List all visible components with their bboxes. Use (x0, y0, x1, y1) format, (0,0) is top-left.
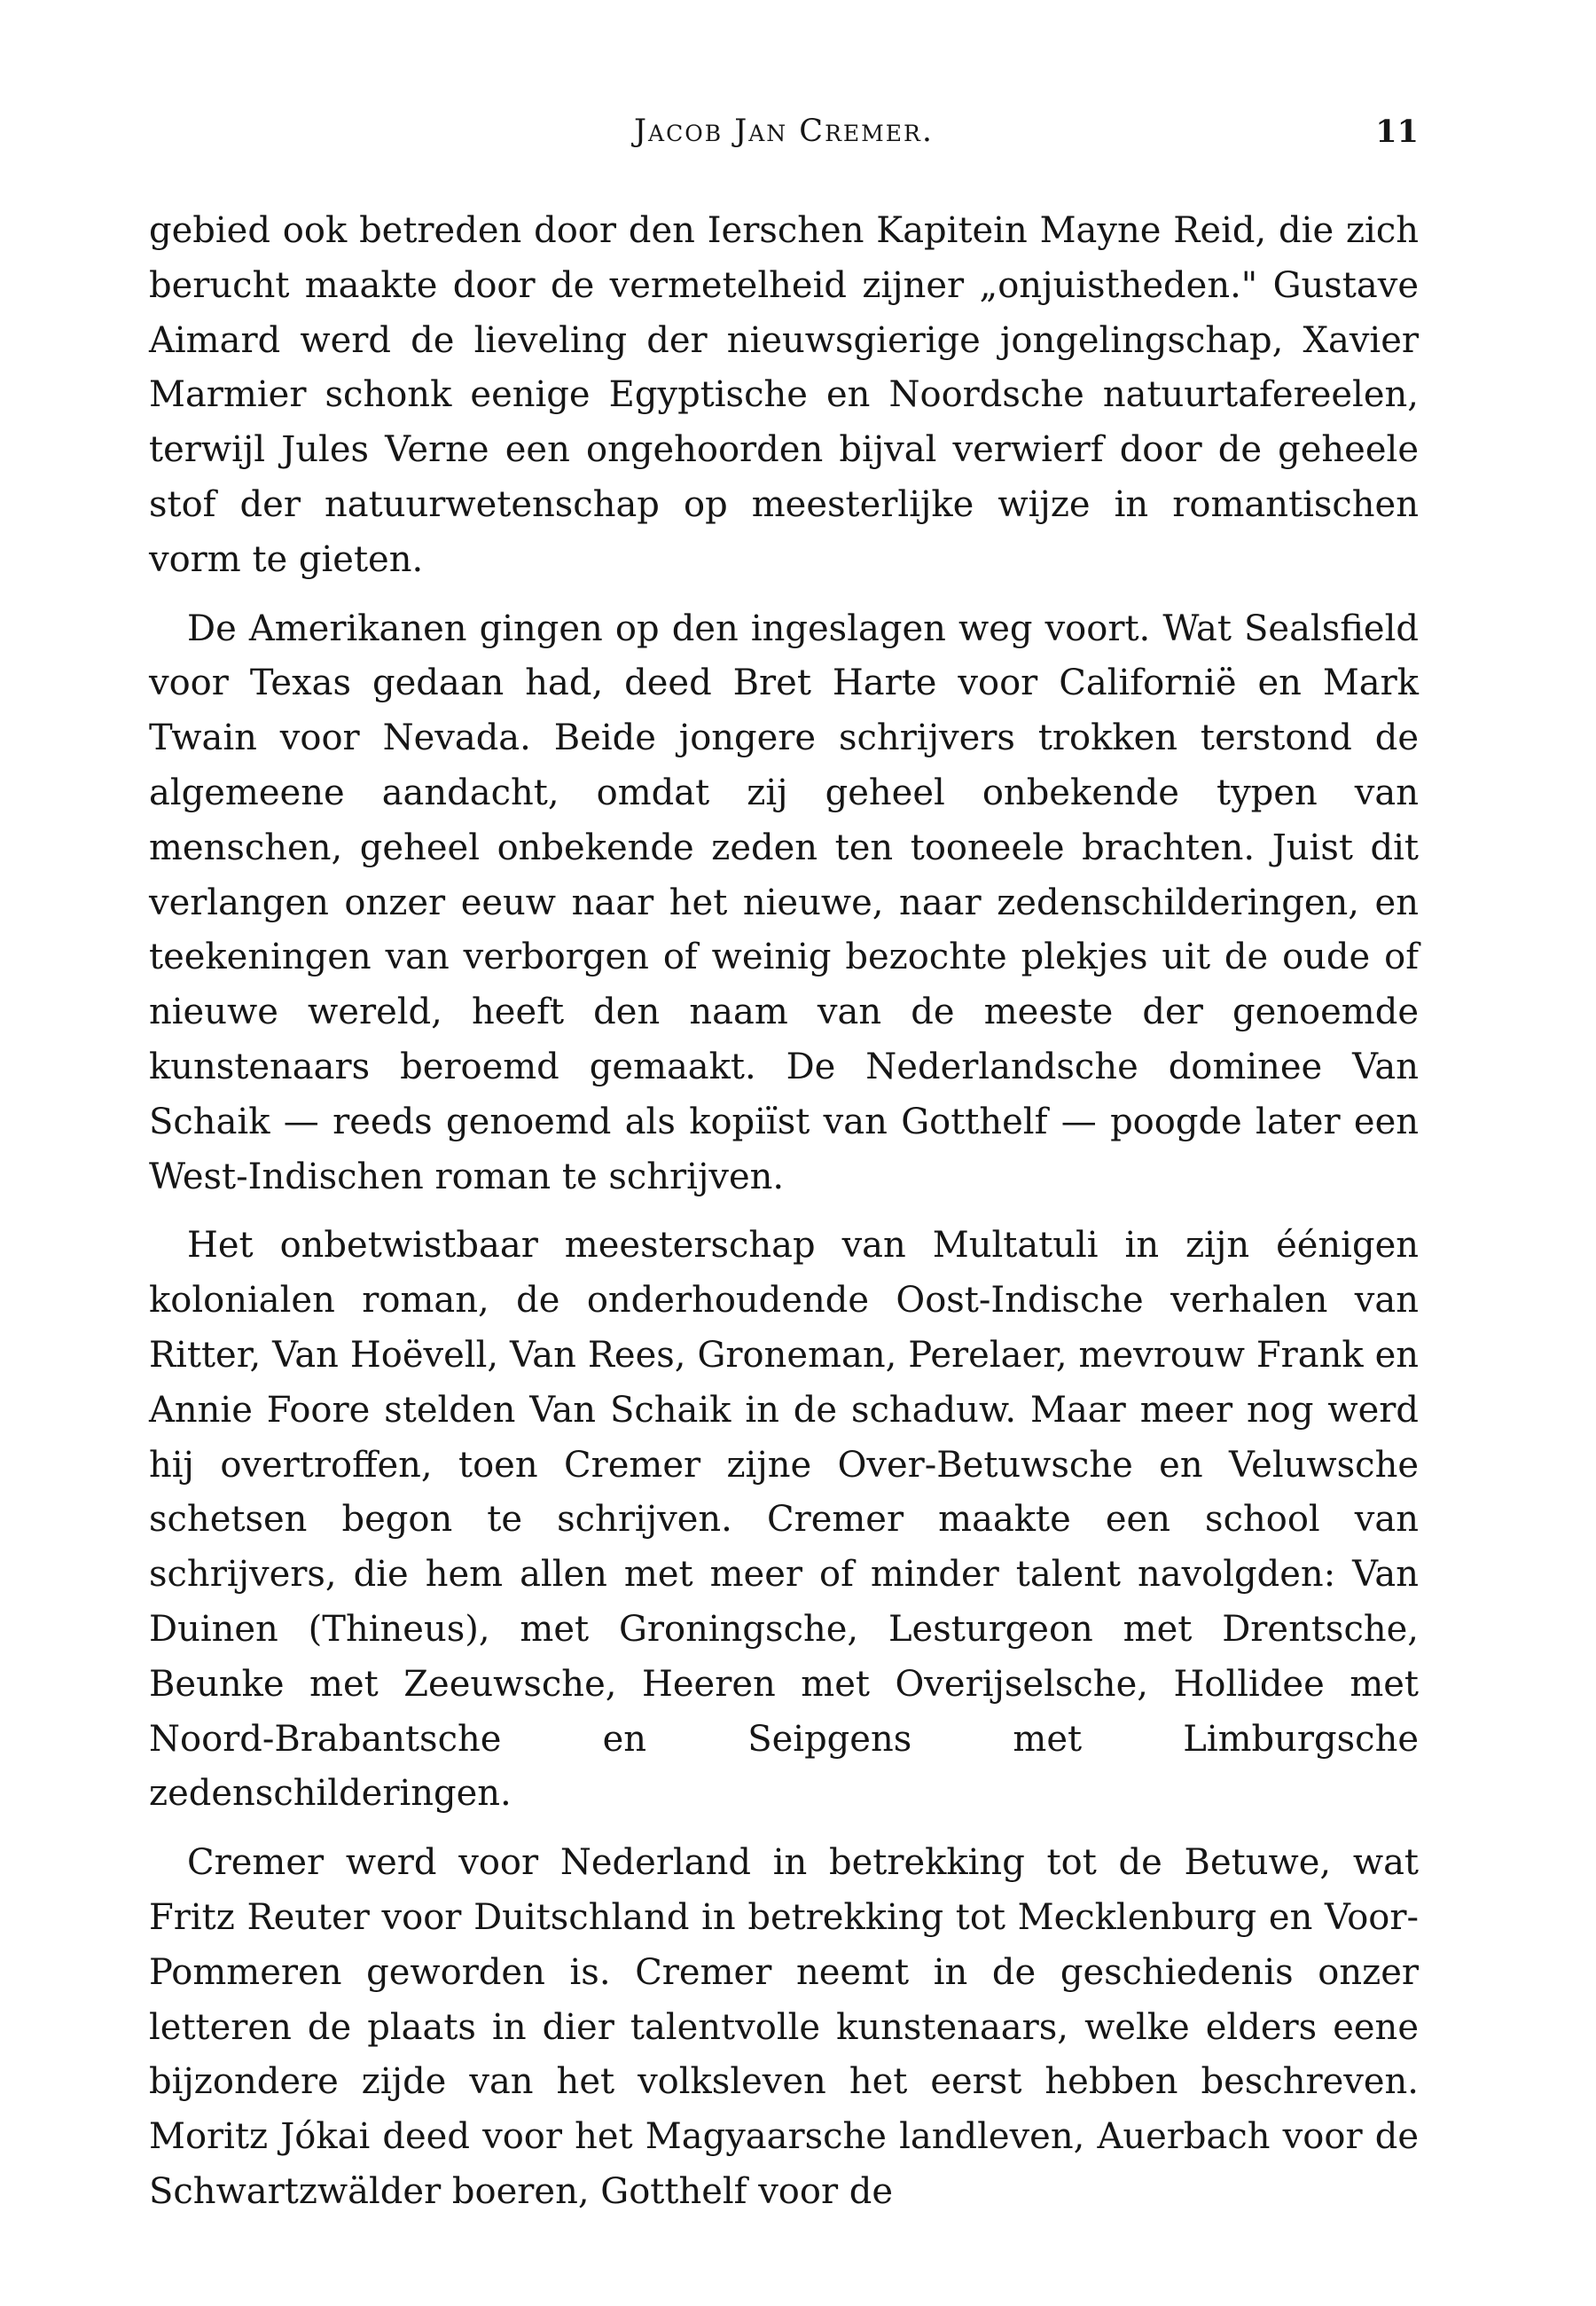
running-head (149, 106, 1419, 177)
page-number: 11 (1375, 114, 1419, 150)
paragraph-2: De Amerikanen gingen op den ingeslagen weg voort. Wat Sealsfield voor Texas gedaan had, deed Bret Harte voor Californië en Mark Twain voor Nevada. Beide jongere schrijvers trokken terstond de algemeene aandacht, omdat zij geheel onbekende typen van menschen, geheel onbekende zeden ten tooneele brachten. Juist dit verlangen onzer eeuw naar het nieuwe, naar zedenschilderingen, en teekeningen van verborgen of weinig bezochte plekjes uit de oude of nieuwe wereld, heeft den naam van de meeste der genoemde kunstenaars beroemd gemaakt. De Nederlandsche dominee Van Schaik — reeds genoemd als kopiïst van Gotthelf — poogde later een West-Indischen roman te schrijven. (149, 608, 1419, 1197)
running-title: Jacob Jan Cremer. (634, 114, 934, 149)
paragraph-4: Cremer werd voor Nederland in betrekking tot de Betuwe, wat Fritz Reuter voor Duitschland in betrekking tot Mecklenburg en Voor-Pommeren geworden is. Cremer neemt in de geschiedenis onzer letteren de plaats in dier talentvolle kunstenaars, welke elders eene bijzondere zijde van het volksleven het eerst hebben beschreven. Moritz Jókai deed voor het Magyaarsche landleven, Auerbach voor de Schwartzwälder boeren, Gotthelf voor de (149, 1842, 1419, 2212)
book-page (149, 106, 1419, 2234)
paragraph-3: Het onbetwistbaar meesterschap van Multatuli in zijn éénigen kolonialen roman, de onderhoudende Oost-Indische verhalen van Ritter, Van Hoëvell, Van Rees, Groneman, Perelaer, mevrouw Frank en Annie Foore stelden Van Schaik in de schaduw. Maar meer nog werd hij overtroffen, toen Cremer zijne Over-Betuwsche en Veluwsche schetsen begon te schrijven. Cremer maakte een school van schrijvers, die hem allen met meer of minder talent navolgden: Van Duinen (Thineus), met Groningsche, Lesturgeon met Drentsche, Beunke met Zeeuwsche, Heeren met Overijselsche, Hollidee met Noord-Brabantsche en Seipgens met Limburgsche zedenschilderingen. (149, 1225, 1419, 1815)
paragraph-1: gebied ook betreden door den Ierschen Kapitein Mayne Reid, die zich berucht maakte door de vermetelheid zijner „onjuistheden." Gustave Aimard werd de lieveling der nieuwsgierige jongelingschap, Xavier Marmier schonk eenige Egyptische en Noordsche natuurtafereelen, terwijl Jules Verne een ongehoorden bijval verwierf door de geheele stof der natuurwetenschap op meesterlijke wijze in romantischen vorm te gieten. (149, 210, 1419, 580)
body-text (149, 204, 1419, 2220)
